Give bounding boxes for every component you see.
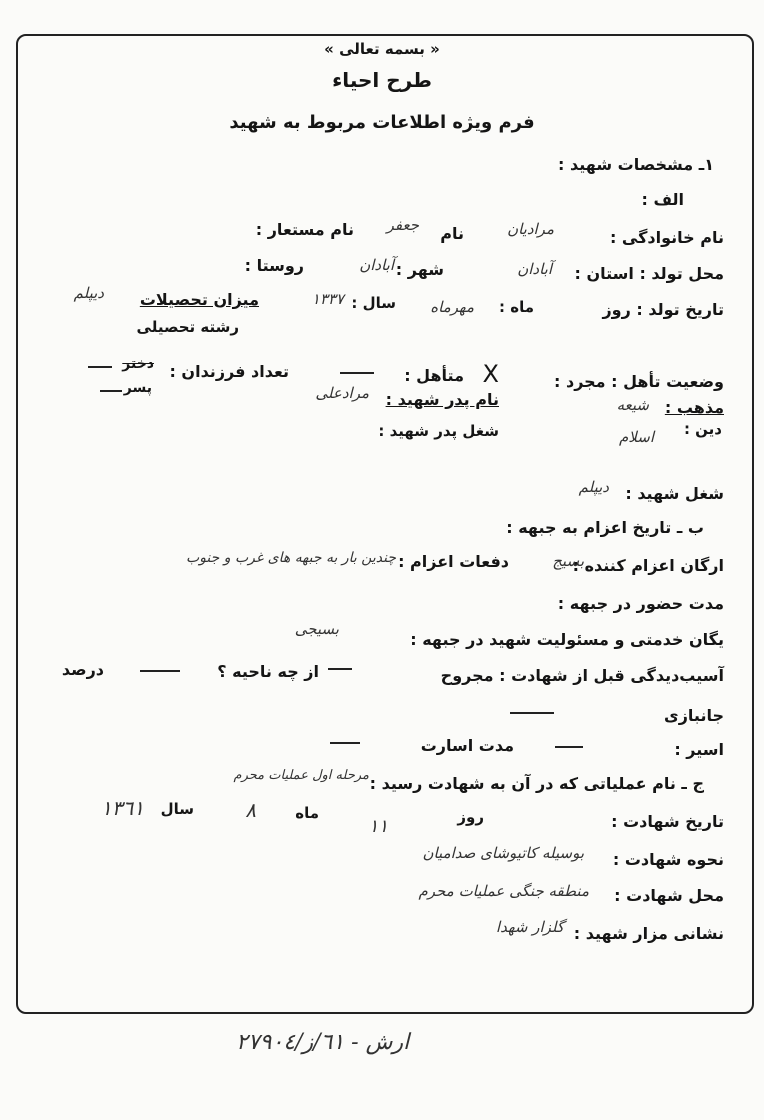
son-label: پسر — [123, 380, 152, 396]
birth-year-label: سال : — [351, 294, 396, 312]
dispatching-org-value: بسیج — [552, 552, 584, 570]
alias-label: نام مستعار : — [255, 220, 354, 239]
single-checkmark: X — [482, 360, 499, 388]
martyrdom-day-value: ١١ — [368, 816, 388, 837]
daughter-label: دختر — [122, 356, 154, 372]
birthplace-label: محل تولد : استان : — [574, 264, 724, 283]
martyrdom-month-label: ماه — [295, 804, 319, 822]
daughter-blank — [88, 366, 112, 368]
children-count-label: تعداد فرزندان : — [169, 362, 289, 381]
project-title: طرح احیاء — [332, 68, 432, 92]
dispatch-times-value: چندین بار به جبهه های غرب و جنوب — [186, 550, 396, 566]
religion-label: دین : — [683, 420, 722, 438]
martyrdom-date-label: تاریخ شهادت : — [611, 812, 724, 831]
captivity-duration-blank — [330, 742, 360, 744]
married-label: متأهل : — [404, 366, 464, 385]
occupation-label: شغل شهید : — [625, 484, 724, 503]
front-duration-label: مدت حضور در جبهه : — [557, 594, 724, 613]
sect-label: مذهب : — [664, 398, 724, 417]
family-name-label: نام خانوادگی : — [609, 228, 724, 247]
captivity-duration-label: مدت اسارت — [420, 736, 514, 755]
operation-name-value: مرحله اول عملیات محرم — [233, 768, 369, 783]
grave-value: گلزار شهدا — [495, 918, 564, 936]
captive-label: اسیر : — [674, 740, 724, 759]
form-title: فرم ویژه اطلاعات مربوط به شهید — [229, 112, 535, 133]
grave-label: نشانی مزار شهید : — [573, 924, 724, 943]
place-value: منطقه جنگی عملیات محرم — [418, 882, 589, 900]
archive-reference: ارش - ٦١/ز/٢٧٩٠٤ — [236, 1030, 410, 1055]
section-1-heading: ١ـ مشخصات شهید : — [558, 155, 714, 174]
martyrdom-year-value: ١٣٦١ — [101, 796, 144, 820]
father-job-label: شغل پدر شهید : — [378, 422, 499, 440]
birth-year-value: ١٣٣٧ — [311, 290, 344, 308]
province-value: آبادان — [517, 260, 552, 278]
family-name-value: مرادیان — [507, 220, 554, 238]
city-value: آبادان — [359, 256, 394, 274]
place-label: محل شهادت : — [614, 886, 724, 905]
section-c-heading: ج ـ نام عملیاتی که در آن به شهادت رسید : — [369, 774, 704, 793]
veteran-label: جانبازی — [664, 706, 724, 725]
percent-label: درصد — [61, 660, 104, 679]
education-label: میزان تحصیلات — [139, 290, 259, 309]
unit-responsibility-value: بسیجی — [294, 620, 339, 638]
manner-value: بوسیله کاتیوشای صدامیان — [422, 844, 584, 862]
first-name-label: نام — [440, 224, 464, 243]
father-name-label: نام پدر شهید : — [385, 390, 499, 409]
village-label: روستا : — [244, 256, 304, 275]
city-label: شهر : — [395, 260, 444, 279]
injury-blank — [328, 668, 352, 670]
religion-value: اسلام — [619, 428, 654, 446]
dispatch-times-label: دفعات اعزام : — [398, 552, 509, 571]
education-value: دیپلم — [73, 284, 104, 302]
occupation-value: دیپلم — [578, 478, 609, 496]
marital-status-label: وضعیت تأهل : مجرد : — [554, 372, 724, 391]
unit-responsibility-label: یگان خدمتی و مسئولیت شهید در جبهه : — [410, 630, 724, 649]
father-name-value: مرادعلی — [315, 384, 369, 402]
first-name-value: جعفر — [386, 216, 419, 234]
injury-label: آسیب‌دیدگی قبل از شهادت : مجروح — [440, 666, 724, 685]
martyrdom-day-label: روز — [457, 808, 484, 826]
bismillah: « بسمه تعالی » — [324, 40, 440, 58]
percent-blank — [510, 712, 554, 714]
birth-month-value: مهرماه — [430, 298, 474, 316]
martyrdom-year-label: سال — [160, 800, 194, 818]
alef-label: الف : — [641, 190, 684, 209]
sect-value: شیعه — [616, 396, 649, 414]
field-of-study-label: رشته تحصیلی — [136, 318, 239, 336]
injury-area-label: از چه ناحیه ؟ — [217, 662, 319, 681]
martyrdom-month-value: ٨ — [245, 798, 256, 822]
son-blank — [100, 390, 122, 392]
dispatching-org-label: ارگان اعزام کننده : — [572, 556, 724, 575]
birthdate-label: تاریخ تولد : روز — [602, 300, 724, 319]
injury-area-blank — [140, 670, 180, 672]
captive-blank — [555, 746, 583, 748]
birth-month-label: ماه : — [499, 298, 534, 316]
section-b-heading: ب ـ تاریخ اعزام به جبهه : — [506, 518, 704, 537]
married-blank — [340, 372, 374, 374]
manner-label: نحوه شهادت : — [612, 850, 724, 869]
